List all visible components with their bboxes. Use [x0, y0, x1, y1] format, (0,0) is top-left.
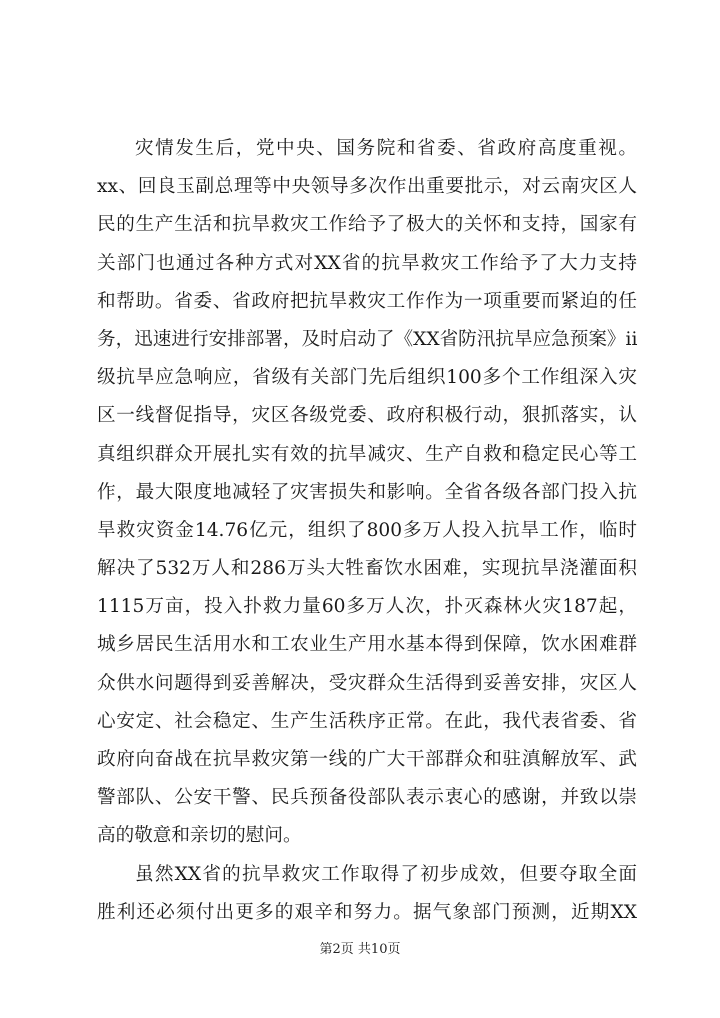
paragraph-1-line-6: 务，迅速进行安排部署，及时启动了《XX省防汛抗旱应急预案》ii: [97, 328, 638, 350]
paragraph-1-line-10: 作，最大限度地减轻了灾害损失和影响。全省各级各部门投入抗: [97, 481, 637, 503]
paragraph-1-line-2: xx、回良玉副总理等中央领导多次作出重要批示，对云南灾区人: [97, 176, 637, 198]
paragraph-1-line-13: 1115万亩，投入扑救力量60多万人次，扑灭森林火灾187起，: [97, 596, 637, 618]
paragraph-2-line-2: 胜利还必须付出更多的艰辛和努力。据气象部门预测，近期XX: [97, 901, 637, 923]
paragraph-1-line-19: 高的敬意和亲切的慰问。: [97, 825, 302, 847]
paragraph-2-line-1: 虽然XX省的抗旱救灾工作取得了初步成效，但要夺取全面: [135, 863, 637, 885]
body-text: [97, 130, 637, 932]
paragraph-1-line-16: 心安定、社会稳定、生产生活秩序正常。在此，我代表省委、省: [97, 710, 637, 732]
paragraph-1-line-18: 警部队、公安干警、民兵预备役部队表示衷心的感谢，并致以崇: [97, 787, 637, 809]
paragraph-1-line-5: 和帮助。省委、省政府把抗旱救灾工作作为一项重要而紧迫的任: [97, 290, 637, 312]
paragraph-1-line-14: 城乡居民生活用水和工农业生产用水基本得到保障，饮水困难群: [97, 634, 637, 656]
paragraph-1-line-7: 级抗旱应急响应，省级有关部门先后组织100多个工作组深入灾: [97, 367, 637, 389]
paragraph-1-line-8: 区一线督促指导，灾区各级党委、政府积极行动，狠抓落实，认: [97, 405, 637, 427]
paragraph-1-line-15: 众供水问题得到妥善解决，受灾群众生活得到妥善安排，灾区人: [97, 672, 637, 694]
page-footer: 第2页 共10页: [319, 942, 401, 957]
paragraph-1-line-3: 民的生产生活和抗旱救灾工作给予了极大的关怀和支持，国家有: [97, 214, 637, 236]
paragraph-1-line-9: 真组织群众开展扎实有效的抗旱减灾、生产自救和稳定民心等工: [97, 443, 637, 465]
paragraph-1-line-11: 旱救灾资金14.76亿元，组织了800多万人投入抗旱工作，临时: [97, 519, 637, 541]
paragraph-1-line-17: 政府向奋战在抗旱救灾第一线的广大干部群众和驻滇解放军、武: [97, 749, 637, 770]
paragraph-1-line-12: 解决了532万人和286万头大牲畜饮水困难，实现抗旱浇灌面积: [97, 558, 637, 580]
paragraph-1-line-1: 灾情发生后，党中央、国务院和省委、省政府高度重视。: [135, 138, 637, 159]
paragraph-1-line-4: 关部门也通过各种方式对XX省的抗旱救灾工作给予了大力支持: [97, 252, 637, 274]
